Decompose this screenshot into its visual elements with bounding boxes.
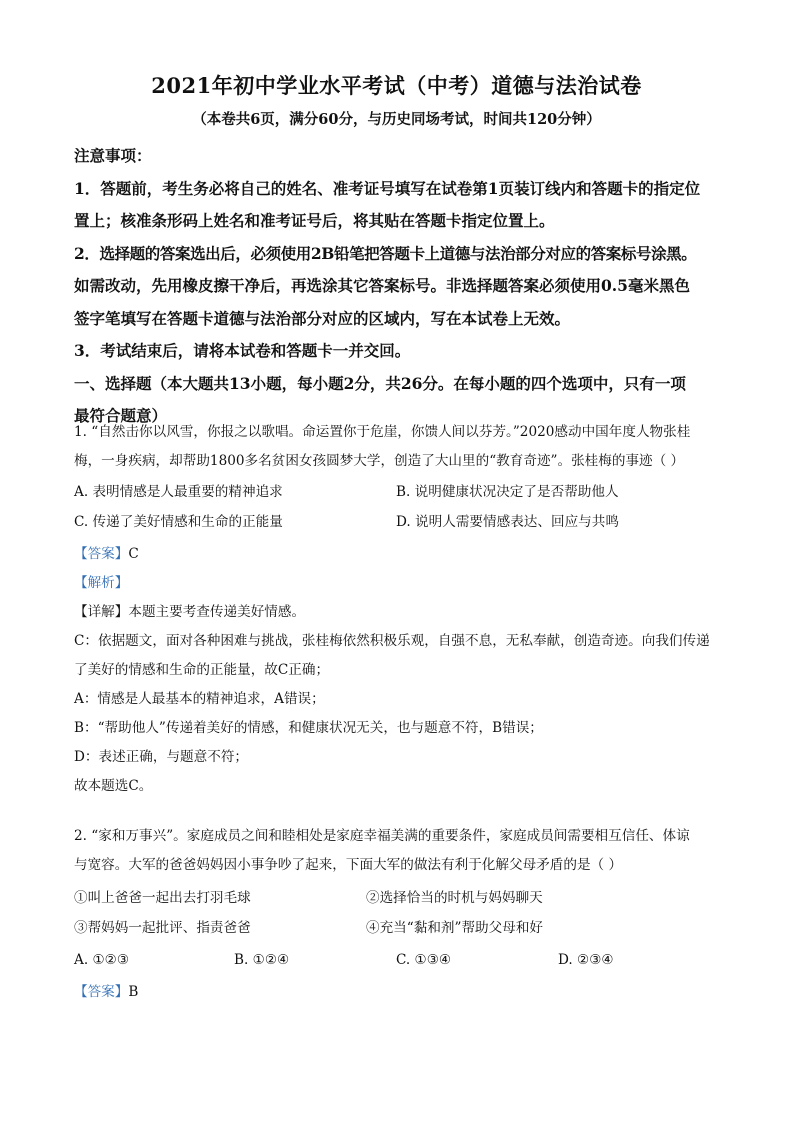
- answer-value: C: [128, 546, 139, 562]
- question-2-stem: [74, 822, 724, 880]
- option-b: B. 说明健康状况决定了是否帮助他人: [396, 484, 619, 500]
- option-c: C. 传递了美好情感和生命的正能量: [74, 514, 283, 530]
- page-subtitle: （本卷共6页，满分60分，与历史同场考试，时间共120分钟）: [192, 111, 601, 128]
- option-b: B. ①②④: [234, 952, 290, 968]
- explain-line: B：“帮助他人”传递着美好的情感，和健康状况无关，也与题意不符，B错误；: [74, 720, 543, 736]
- notes-line: 签字笔填写在答题卡道德与法治部分对应的区域内，写在本试卷上无效。: [74, 308, 571, 328]
- option-d: D. 说明人需要情感表达、回应与共鸣: [396, 514, 619, 530]
- section-heading: 一、选择题（本大题共13小题，每小题2分，共26分。在每小题的四个选项中，只有一项: [74, 373, 686, 393]
- notes-line: 3．考试结束后，请将本试卷和答题卡一并交回。: [74, 341, 411, 360]
- analysis-tag: 【解析】: [74, 575, 129, 591]
- explain-line: 【详解】本题主要考查传递美好情感。: [74, 604, 306, 620]
- explain-line: 了美好的情感和生命的正能量，故C正确；: [74, 662, 330, 678]
- item-3: ③帮妈妈一起批评、指责爸爸: [74, 920, 251, 936]
- option-a: A. 表明情感是人最重要的精神追求: [74, 484, 283, 500]
- notes-line: 2．选择题的答案选出后，必须使用2B铅笔把答题卡上道德与法治部分对应的答案标号涂黑。: [74, 243, 697, 263]
- question-text: 2. “家和万事兴”。家庭成员之间和睦相处是家庭幸福美满的重要条件，家庭成员间需要相互信任、体谅: [74, 828, 690, 844]
- notes-line: 如需改动，先用橡皮擦干净后，再选涂其它答案标号。非选择题答案必须使用0.5毫米黑色: [74, 276, 690, 295]
- item-1: ①叫上爸爸一起出去打羽毛球: [74, 890, 251, 906]
- item-2: ②选择恰当的时机与妈妈聊天: [366, 890, 543, 906]
- option-d: D. ②③④: [558, 952, 614, 968]
- question-1-answer: [74, 540, 724, 801]
- answer-tag: 【答案】: [74, 984, 129, 1000]
- question-2-items: [74, 884, 724, 944]
- question-2-options: [74, 946, 724, 976]
- notes-heading: 注意事项：: [74, 146, 152, 165]
- notes-line: 1．答题前，考生务必将自己的姓名、准考证号填写在试卷第1页装订线内和答题卡的指定位: [74, 178, 701, 198]
- question-1-stem: [74, 418, 724, 476]
- question-text: 1. “自然击你以风雪，你报之以歌唱。命运置你于危崖，你馈人间以芬芳。”2020感动中国年度人物张桂: [74, 424, 691, 440]
- explain-line: A：情感是人最基本的精神追求，A错误；: [74, 691, 325, 707]
- option-c: C. ①③④: [396, 952, 452, 968]
- explain-line: 故本题选C。: [74, 778, 153, 794]
- question-1-options: [74, 478, 724, 538]
- item-4: ④充当“黏和剂”帮助父母和好: [366, 920, 544, 936]
- notes-line: 置上；核准条形码上姓名和准考证号后，将其贴在答题卡指定位置上。: [74, 211, 555, 230]
- explain-line: C：依据题文，面对各种困难与挑战，张桂梅依然积极乐观，自强不息，无私奉献，创造奇迹。向我们传递: [74, 633, 710, 649]
- explain-line: D：表述正确，与题意不符；: [74, 749, 249, 765]
- answer-value: B: [128, 984, 139, 1000]
- section-heading: 最符合题意）: [74, 406, 168, 425]
- question-2-answer: [74, 978, 724, 1007]
- page-title: 2021年初中学业水平考试（中考）道德与法治试卷: [151, 73, 642, 98]
- question-text: 与宽容。大军的爸爸妈妈因小事争吵了起来，下面大军的做法有利于化解父母矛盾的是（ ）: [74, 857, 623, 873]
- notes-section: [74, 140, 724, 433]
- option-a: A. ①②③: [74, 952, 130, 968]
- question-text: 梅，一身疾病，却帮助1800多名贫困女孩圆梦大学，创造了大山里的“教育奇迹”。张桂梅的事迹（ ）: [74, 453, 685, 469]
- answer-tag: 【答案】: [74, 546, 129, 562]
